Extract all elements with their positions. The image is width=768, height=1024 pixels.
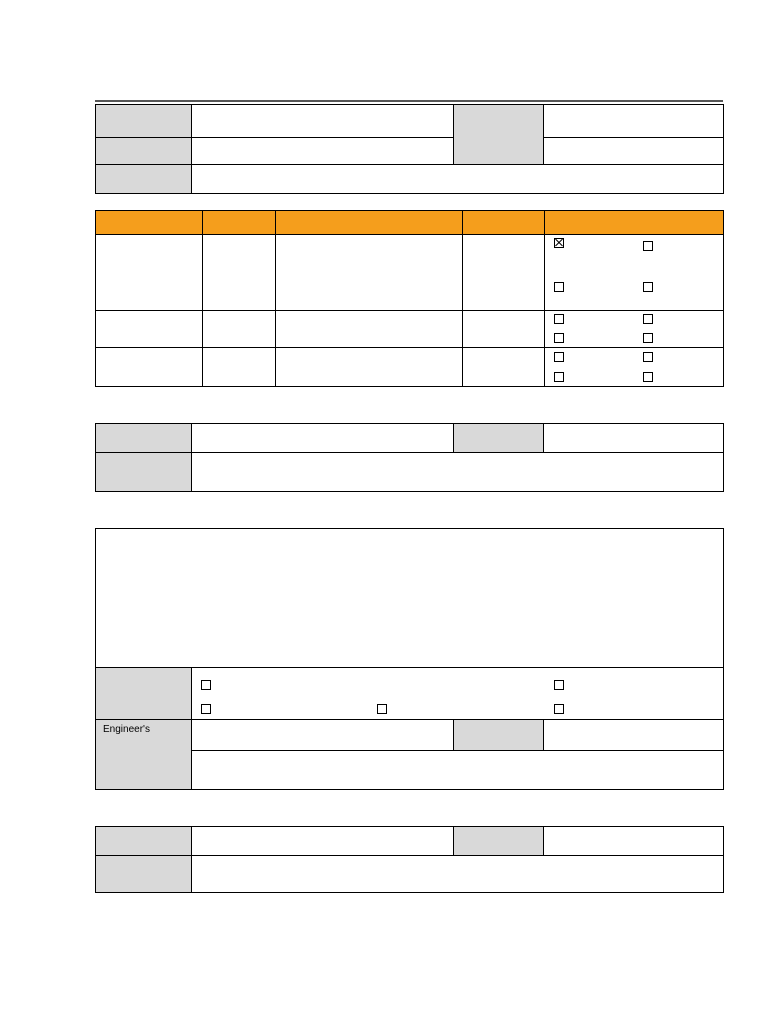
item-row1-col4[interactable]	[463, 235, 545, 311]
eng-checkbox-d[interactable]	[377, 704, 387, 714]
review-label-1	[96, 424, 192, 453]
engineer-options-label	[96, 668, 192, 720]
item-row1-col2[interactable]	[203, 235, 276, 311]
info-label-1	[96, 105, 192, 138]
engineer-field-1[interactable]	[192, 720, 454, 751]
signoff-label-1	[96, 827, 192, 856]
review-table	[95, 423, 724, 492]
item-header-3	[276, 211, 463, 235]
item-row3-col3[interactable]	[276, 348, 463, 387]
row2-checkbox-b[interactable]	[643, 314, 653, 324]
engineer-options	[192, 668, 724, 720]
item-row2-options	[545, 311, 724, 348]
review-field-1[interactable]	[192, 424, 454, 453]
eng-checkbox-c[interactable]	[201, 704, 211, 714]
item-header-1	[96, 211, 203, 235]
info-label-3	[96, 165, 192, 194]
notes-area[interactable]	[96, 529, 724, 668]
row1-checkbox-c[interactable]	[554, 282, 564, 292]
row3-checkbox-b[interactable]	[643, 352, 653, 362]
item-row3-options	[545, 348, 724, 387]
info-table	[95, 104, 724, 194]
engineer-field-2[interactable]	[544, 720, 724, 751]
row1-checkbox-d[interactable]	[643, 282, 653, 292]
item-row1-col1[interactable]	[96, 235, 203, 311]
info-field-side-2[interactable]	[544, 138, 724, 165]
item-row2-col4[interactable]	[463, 311, 545, 348]
eng-checkbox-e[interactable]	[554, 704, 564, 714]
signoff-field-1[interactable]	[192, 827, 454, 856]
row3-checkbox-a[interactable]	[554, 352, 564, 362]
review-field-3[interactable]	[192, 453, 724, 492]
info-label-2	[96, 138, 192, 165]
item-row2-col1[interactable]	[96, 311, 203, 348]
header-rule	[95, 100, 723, 102]
item-row3-col1[interactable]	[96, 348, 203, 387]
item-row3-col4[interactable]	[463, 348, 545, 387]
engineer-label-2	[454, 720, 544, 751]
row1-checkbox-a[interactable]	[554, 238, 564, 248]
eng-checkbox-b[interactable]	[554, 680, 564, 690]
item-row1-options	[545, 235, 724, 311]
review-label-3	[96, 453, 192, 492]
item-row2-col3[interactable]	[276, 311, 463, 348]
signoff-field-2[interactable]	[544, 827, 724, 856]
engineer-field-3[interactable]	[192, 751, 724, 790]
row3-checkbox-d[interactable]	[643, 372, 653, 382]
info-field-side-1[interactable]	[544, 105, 724, 138]
item-row1-col3[interactable]	[276, 235, 463, 311]
engineer-label-cell	[96, 720, 192, 790]
signoff-label-2	[454, 827, 544, 856]
info-label-side	[454, 105, 544, 165]
item-table	[95, 210, 724, 387]
signoff-label-3	[96, 856, 192, 893]
item-header-4	[463, 211, 545, 235]
item-header-5	[545, 211, 724, 235]
signoff-table	[95, 826, 724, 893]
signoff-field-3[interactable]	[192, 856, 724, 893]
engineer-label: Engineer's	[103, 724, 150, 735]
row1-checkbox-b[interactable]	[643, 241, 653, 251]
row3-checkbox-c[interactable]	[554, 372, 564, 382]
info-field-2[interactable]	[192, 138, 454, 165]
info-field-1[interactable]	[192, 105, 454, 138]
engineer-table	[95, 528, 724, 790]
item-header-2	[203, 211, 276, 235]
item-row2-col2[interactable]	[203, 311, 276, 348]
review-field-2[interactable]	[544, 424, 724, 453]
item-row3-col2[interactable]	[203, 348, 276, 387]
row2-checkbox-c[interactable]	[554, 333, 564, 343]
row2-checkbox-d[interactable]	[643, 333, 653, 343]
eng-checkbox-a[interactable]	[201, 680, 211, 690]
info-field-3[interactable]	[192, 165, 724, 194]
row2-checkbox-a[interactable]	[554, 314, 564, 324]
review-label-2	[454, 424, 544, 453]
